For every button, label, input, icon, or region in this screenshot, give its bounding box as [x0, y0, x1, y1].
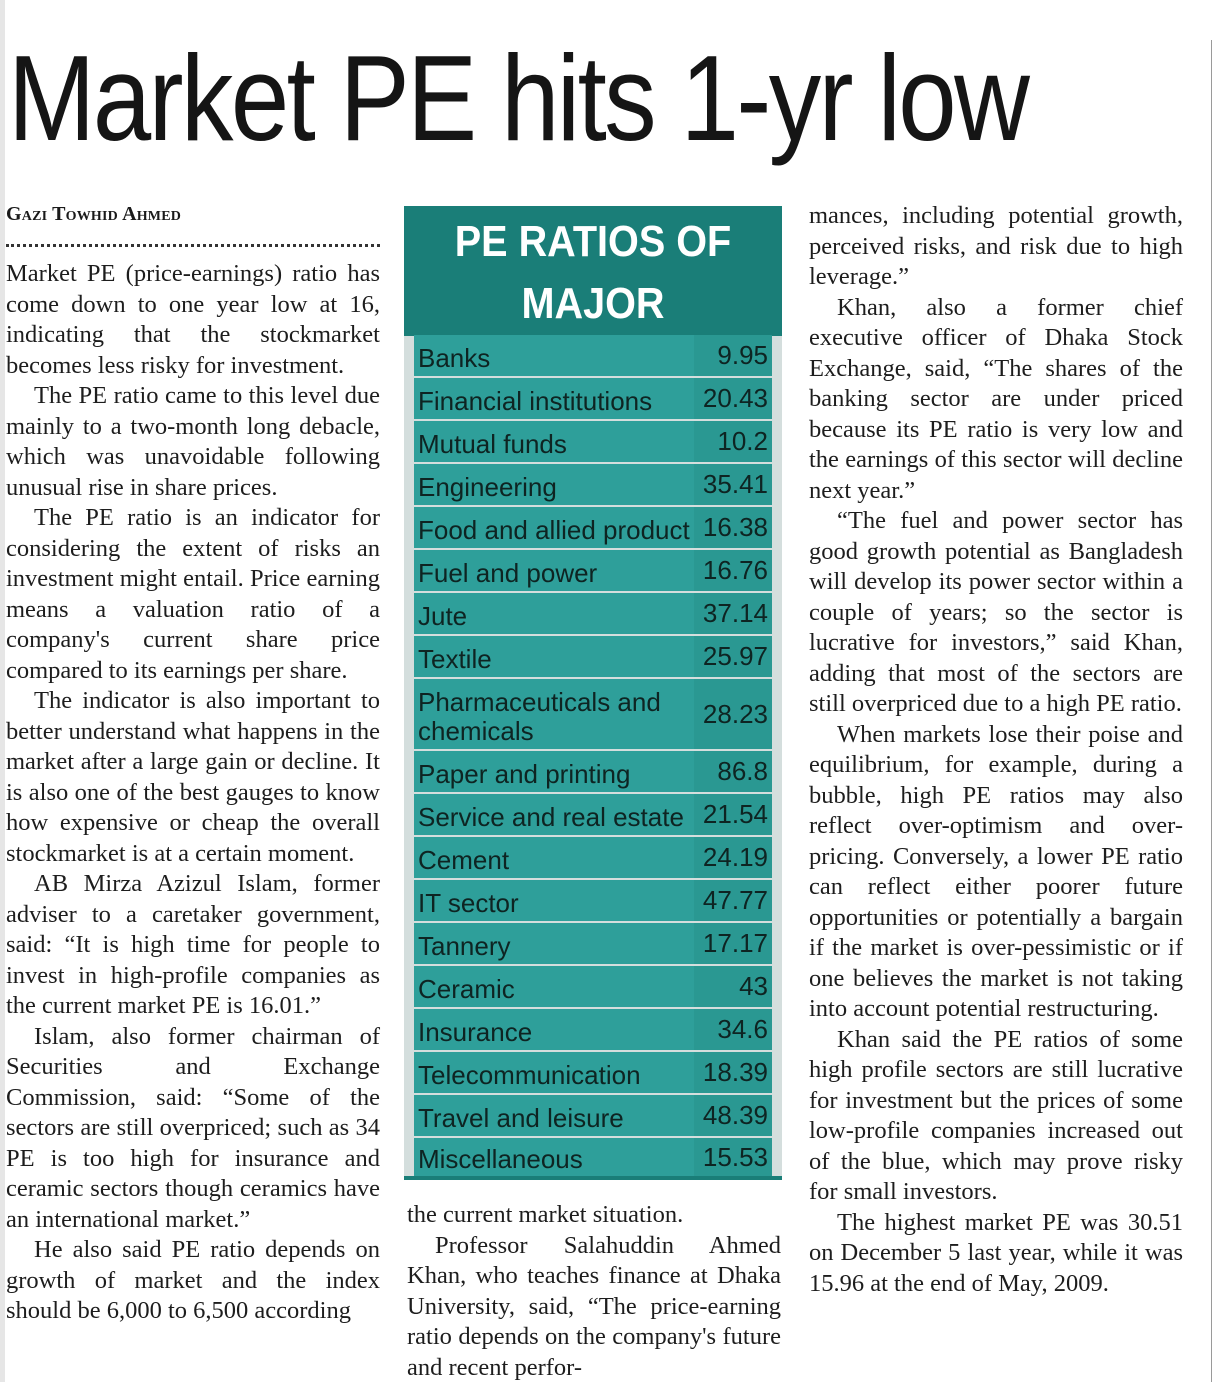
page-edge-left — [0, 0, 5, 1382]
table-row — [414, 464, 772, 505]
sector-name: Financial institutions — [414, 378, 694, 419]
sector-name: Insurance — [414, 1009, 694, 1050]
sector-name: Telecommunication — [414, 1052, 694, 1093]
paragraph: The highest market PE was 30.51 on December 5 last year, while it was 15.96 at the end of May, 2009. — [809, 1208, 1183, 1297]
row-divider — [414, 548, 772, 550]
byline-divider — [6, 244, 380, 247]
row-divider — [414, 677, 772, 679]
row-divider — [414, 835, 772, 837]
table-bottom-rule — [404, 1176, 782, 1180]
table-row — [414, 593, 772, 634]
table-row — [414, 751, 772, 792]
paragraph: Khan, also a former chief executive officer of Dhaka Stock Exchange, said, “The shares of the banking sector are under priced because its PE ratio is very low and the earnings of this sector will decline next year.” — [809, 293, 1183, 504]
pe-value: 18.39 — [694, 1052, 772, 1093]
table-row — [414, 837, 772, 878]
sector-name: Textile — [414, 636, 694, 677]
sector-name: Food and allied product — [414, 507, 694, 548]
pe-value: 15.53 — [694, 1138, 772, 1176]
table-row — [414, 378, 772, 419]
table-row — [414, 1009, 772, 1050]
pe-value: 10.2 — [694, 421, 772, 462]
paragraph: Market PE (price-earnings) ratio has come down to one year low at 16, indicating that the stockmarket becomes less risky for investment. — [6, 260, 380, 379]
table-row — [414, 923, 772, 964]
pe-value: 9.95 — [694, 335, 772, 376]
row-divider — [414, 964, 772, 966]
table-row — [414, 421, 772, 462]
table-row — [414, 335, 772, 376]
article-column-2 — [407, 1200, 781, 1382]
paragraph: the current market situation. — [407, 1201, 684, 1228]
sector-name: Pharmaceuticals and chemicals — [414, 679, 694, 749]
pe-value: 48.39 — [694, 1095, 772, 1136]
table-row — [414, 1095, 772, 1136]
row-divider — [414, 376, 772, 378]
paragraph: AB Mirza Azizul Islam, former adviser to a caretaker government, said: “It is high time for people to invest in high-profile companies as the current market PE is 16.01.” — [6, 870, 380, 1019]
table-title-line-1: PE RATIOS OF — [454, 217, 732, 266]
sector-name: Service and real estate — [414, 794, 694, 835]
column-rule-right — [1211, 40, 1212, 1382]
table-row — [414, 636, 772, 677]
pe-value: 37.14 — [694, 593, 772, 634]
sector-name: Banks — [414, 335, 694, 376]
pe-value: 16.76 — [694, 550, 772, 591]
paragraph: Islam, also former chairman of Securities and Exchange Commission, said: “Some of the sectors are still overpriced; such as 34 PE is too high for insurance and ceramic sectors though ceramics have an international market.” — [6, 1022, 380, 1233]
table-row — [414, 880, 772, 921]
headline: Market PE hits 1-yr low — [8, 30, 1028, 166]
pe-value: 24.19 — [694, 837, 772, 878]
article-column-3 — [809, 201, 1183, 1299]
sector-name: Ceramic — [414, 966, 694, 1007]
sector-name: Miscellaneous — [414, 1138, 694, 1176]
row-divider — [414, 878, 772, 880]
pe-value: 35.41 — [694, 464, 772, 505]
pe-value: 20.43 — [694, 378, 772, 419]
sector-name: Fuel and power — [414, 550, 694, 591]
pe-value: 21.54 — [694, 794, 772, 835]
table-title-line-2: MAJOR — [521, 279, 665, 328]
sector-name: Mutual funds — [414, 421, 694, 462]
pe-value: 86.8 — [694, 751, 772, 792]
table-row — [414, 550, 772, 591]
table-row — [414, 794, 772, 835]
paragraph: Professor Salahuddin Ahmed Khan, who teaches finance at Dhaka University, said, “The price-earning ratio depends on the company's future and recent perfor- — [407, 1231, 781, 1381]
pe-value: 16.38 — [694, 507, 772, 548]
table-row — [414, 507, 772, 548]
table-row — [414, 966, 772, 1007]
pe-value: 25.97 — [694, 636, 772, 677]
sector-name: Engineering — [414, 464, 694, 505]
paragraph: The PE ratio is an indicator for considering the extent of risks an investment might entail. Price earning means a valuation ratio of a company's current share price compared to its earnings per share. — [6, 504, 380, 684]
sector-name: Paper and printing — [414, 751, 694, 792]
byline: Gazi Towhid Ahmed — [6, 203, 182, 225]
paragraph: “The fuel and power sector has good growth potential as Bangladesh will develop its power sector within a couple of years; so the sector is lucrative for investors,” said Khan, adding that most of the sectors are still overpriced due to a high PE ratio. — [809, 507, 1183, 717]
table-row — [414, 1052, 772, 1093]
article-column-1 — [6, 259, 380, 1327]
pe-value: 17.17 — [694, 923, 772, 964]
paragraph: mances, including potential growth, perceived risks, and risk due to high leverage.” — [809, 202, 1183, 290]
sector-name: Jute — [414, 593, 694, 634]
sector-name: Cement — [414, 837, 694, 878]
row-divider — [414, 1136, 772, 1138]
row-divider — [414, 1050, 772, 1052]
pe-value: 43 — [694, 966, 772, 1007]
table-row — [414, 1138, 772, 1176]
paragraph: He also said PE ratio depends on growth of market and the index should be 6,000 to 6,500 according — [6, 1236, 380, 1324]
row-divider — [414, 1093, 772, 1095]
row-divider — [414, 1007, 772, 1009]
paragraph: The indicator is also important to better understand what happens in the market after a large gain or decline. It is also one of the best gauges to know how expensive or cheap the overall stockmarket is at a certain moment. — [6, 687, 380, 867]
pe-value: 47.77 — [694, 880, 772, 921]
paragraph: When markets lose their poise and equilibrium, for example, during a bubble, high PE ratios may also reflect over-optimism and over-pricing. Conversely, a lower PE ratio can reflect either poorer future opportunities or potentially a bargain if the market is over-pessimistic or if one believes the market is not taking into account potential restructuring. — [809, 720, 1183, 1022]
row-divider — [414, 462, 772, 464]
paragraph: Khan said the PE ratios of some high profile sectors are still lucrative for investment but the prices of some low-profile companies increased out of the blue, which may prove risky for small investors. — [809, 1025, 1183, 1205]
row-divider — [414, 591, 772, 593]
paragraph: The PE ratio came to this level due mainly to a two-month long debacle, which was unavoidable following unusual rise in share prices. — [6, 382, 380, 501]
row-divider — [414, 749, 772, 751]
row-divider — [414, 505, 772, 507]
pe-value: 28.23 — [694, 679, 772, 749]
row-divider — [414, 419, 772, 421]
table-row — [414, 679, 772, 749]
row-divider — [414, 921, 772, 923]
sector-name: Tannery — [414, 923, 694, 964]
row-divider — [414, 634, 772, 636]
table-header — [404, 206, 782, 336]
pe-value: 34.6 — [694, 1009, 772, 1050]
row-divider — [414, 792, 772, 794]
sector-name: IT sector — [414, 880, 694, 921]
sector-name: Travel and leisure — [414, 1095, 694, 1136]
